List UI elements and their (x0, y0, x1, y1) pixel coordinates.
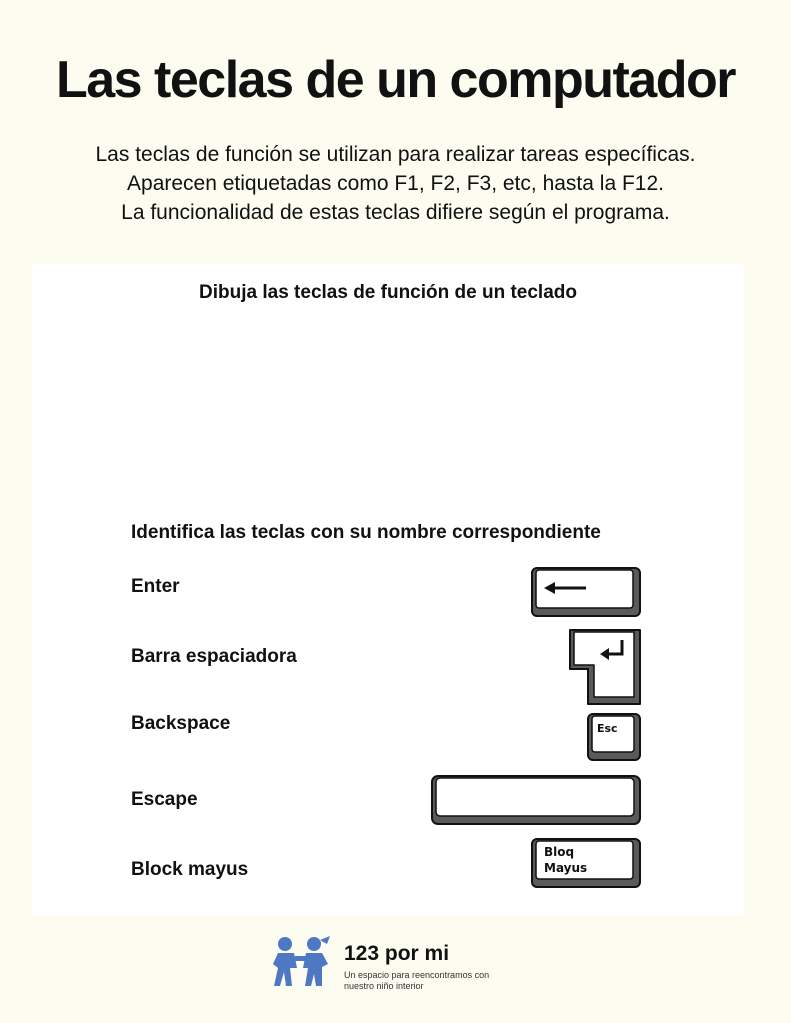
caps-key-text-line1: Bloq (544, 845, 575, 859)
identify-heading: Identifica las teclas con su nombre correspondiente (131, 522, 601, 543)
label-caps-lock: Block mayus (131, 859, 249, 880)
label-backspace: Backspace (131, 713, 231, 734)
brand-name: 123 por mi (344, 942, 450, 965)
key-escape (586, 712, 642, 762)
worksheet-card (32, 264, 744, 916)
intro-line: La funcionalidad de estas teclas difiere según el programa. (121, 201, 670, 224)
caps-key-text-line2: Mayus (544, 861, 588, 875)
brand-footer (270, 934, 530, 998)
key-caps-lock (530, 837, 642, 889)
key-spacebar (430, 774, 642, 826)
children-icon (270, 934, 336, 999)
intro-text (0, 140, 791, 227)
draw-heading: Dibuja las teclas de función de un teclado (199, 282, 577, 303)
brand-tagline: Un espacio para reencontramos con nuestro niño interior (344, 970, 490, 991)
key-backspace (530, 566, 642, 618)
page-title: Las teclas de un computador (56, 51, 735, 109)
intro-line: Aparecen etiquetadas como F1, F2, F3, etc, hasta la F12. (127, 172, 664, 195)
key-enter (568, 627, 644, 707)
label-spacebar: Barra espaciadora (131, 646, 297, 667)
drawing-area[interactable] (72, 324, 704, 504)
esc-key-text: Esc (597, 722, 618, 735)
label-escape: Escape (131, 789, 198, 810)
label-enter: Enter (131, 576, 180, 597)
intro-line: Las teclas de función se utilizan para realizar tareas específicas. (95, 143, 696, 166)
